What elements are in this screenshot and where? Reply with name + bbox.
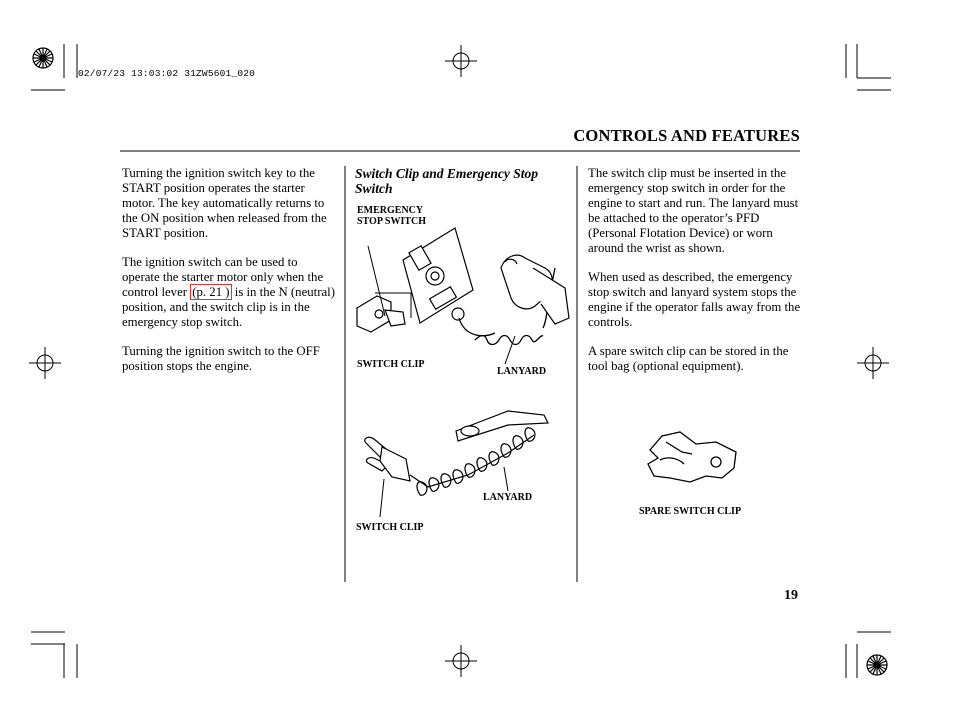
registration-starburst-bottom	[867, 655, 887, 675]
page-reference-link[interactable]: (p. 21 )	[192, 285, 230, 299]
subheading-switch-clip: Switch Clip and Emergency Stop Switch	[355, 166, 539, 196]
paragraph-stop-system: When used as described, the emergency stop switch and lanyard system stops the engine if the operator falls away from the controls.	[588, 270, 801, 329]
paragraph-switch-clip-required: The switch clip must be inserted in the emergency stop switch in order for the engine to start and run. The lanyard must be attached to the operator’s PFD (Personal Flotation Device) or worn around the wrist as shown.	[588, 166, 799, 255]
registration-starburst-top	[33, 48, 53, 68]
label-emergency-stop-switch: EMERGENCY STOP SWITCH	[357, 205, 427, 227]
label-lanyard-1: LANYARD	[497, 366, 547, 377]
paragraph-ignition-off: Turning the ignition switch to the OFF position stops the engine.	[122, 344, 320, 373]
paragraph-ignition-conditions: The ignition switch can be used to operate the starter motor only when the control lever (p. 21 ) is in the N (neutral) position, and the switch clip is in the emergency stop switch.	[122, 255, 335, 329]
label-lanyard-2: LANYARD	[483, 492, 533, 503]
left-column	[122, 166, 338, 388]
label-switch-clip-1: SWITCH CLIP	[357, 359, 425, 370]
label-spare-switch-clip: SPARE SWITCH CLIP	[639, 506, 742, 517]
figure-emergency-stop-switch	[355, 228, 570, 363]
label-switch-clip-2: SWITCH CLIP	[356, 522, 424, 533]
paragraph-spare-clip: A spare switch clip can be stored in the tool bag (optional equipment).	[588, 344, 789, 373]
paragraph-ignition-start: Turning the ignition switch key to the START position operates the starter motor. The key automatically returns to the ON position when released from the START position.	[122, 166, 327, 240]
right-column	[588, 166, 804, 388]
figure-spare-switch-clip	[640, 430, 740, 490]
section-title: CONTROLS AND FEATURES	[573, 126, 800, 145]
page-number: 19	[784, 588, 798, 603]
print-code: 02/07/23 13:03:02 31ZW5601_020	[78, 68, 256, 79]
